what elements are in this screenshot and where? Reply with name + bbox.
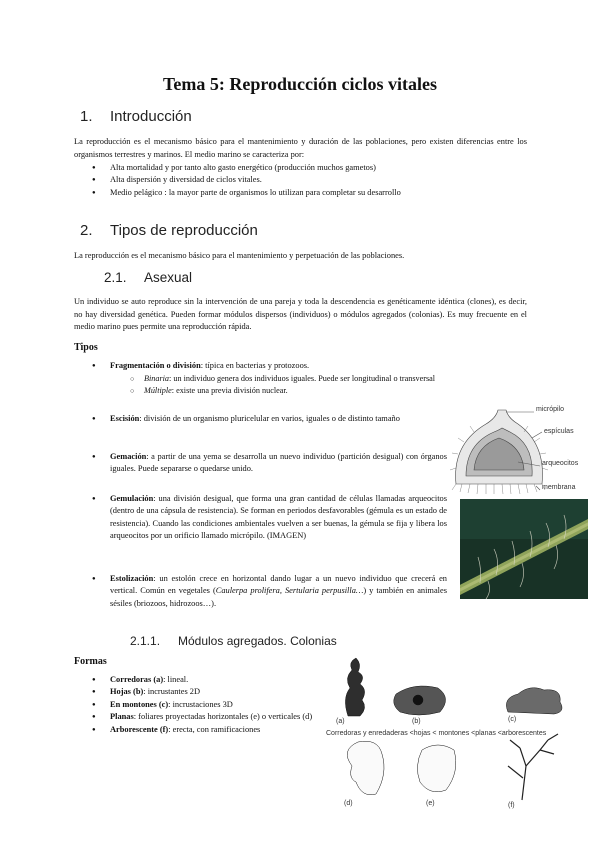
panel-label-c: (c) <box>508 716 517 723</box>
list-item-multiple: ○ Múltiple: existe una previa división nuclear. <box>128 385 528 397</box>
section-title: Tipos de reproducción <box>110 222 258 239</box>
tipos-list-escision <box>90 413 447 425</box>
stolon-image <box>460 499 588 599</box>
section-number: 2. <box>80 222 93 239</box>
page-title: Tema 5: Reproducción ciclos vitales <box>163 74 437 94</box>
gemmule-figure <box>448 404 579 496</box>
panel-label-e: (e) <box>426 800 435 807</box>
gemmule-diagram <box>448 404 579 496</box>
subsection-heading-modulos <box>130 634 337 648</box>
stolon-photo <box>460 499 588 599</box>
section-number: 2.1. <box>104 270 127 285</box>
list-item: ● Corredoras (a): lineal. <box>90 674 318 686</box>
label-espiculas: espículas <box>544 428 574 435</box>
gemulacion-item-list <box>90 493 447 543</box>
panel-label-a: (a) <box>336 718 345 725</box>
label-membrana: membrana <box>542 484 576 491</box>
section-heading-tipos <box>80 222 258 239</box>
estolizacion-item-list <box>90 573 447 610</box>
tipos-list <box>90 360 527 372</box>
panel-label-d: (d) <box>344 800 353 807</box>
section-heading-introduccion <box>80 108 192 125</box>
list-item-fragmentacion: ● Fragmentación o división: típica en bacterias y protozoos. <box>90 360 527 372</box>
section-title: Asexual <box>144 270 193 285</box>
panel-label-b: (b) <box>412 718 421 725</box>
tipos-paragraph: La reproducción es el mecanismo básico para el mantenimiento y perpetuación de las poblaciones. <box>74 251 405 260</box>
intro-paragraph: La reproducción es el mecanismo básico para el mantenimiento y duración de las poblaciones, pero existen diferencias entre los organismos terrestres y marinos. El medio marino se caracteriza por: <box>74 137 527 159</box>
list-item: ● Planas: foliares proyectadas horizontales (e) o verticales (d) <box>90 711 318 723</box>
list-item-estolizacion: ● Estolización: un estolón crece en horizontal dando lugar a un nuevo individuo que crecerá en vertical. Común en vegetales (Caulerpa prolifera, Sertularia perpusilla…) y también en animales sésiles (briozoos, hidrozoos…). <box>90 573 447 610</box>
colony-figure-caption: Corredoras y enredaderas <hojas < montones <planas <arborescentes <box>326 730 547 737</box>
label-arqueocitos: arqueocitos <box>542 460 579 467</box>
label-micropilo: micrópilo <box>536 406 565 413</box>
section-title: Introducción <box>110 108 192 125</box>
list-item: ● Alta mortalidad y por tanto alto gasto energético (producción muchos gametos) <box>90 162 527 174</box>
formas-label: Formas <box>74 656 107 667</box>
list-item: ● En montones (c): incrustaciones 3D <box>90 699 318 711</box>
formas-list <box>90 674 318 736</box>
gemacion-item-list <box>90 451 447 476</box>
list-item-binaria: ○ Binaria: un individuo genera dos individuos iguales. Puede ser longitudinal o transversal <box>128 373 528 385</box>
colony-forms-figure <box>322 654 592 816</box>
list-item: ● Hojas (b): incrustantes 2D <box>90 686 318 698</box>
section-number: 1. <box>80 108 93 125</box>
list-item: ● Alta dispersión y diversidad de ciclos vitales. <box>90 174 527 186</box>
intro-bullet-list <box>90 162 527 199</box>
tipos-label: Tipos <box>74 342 98 353</box>
fragmentacion-sublist <box>128 373 528 397</box>
list-item: ● Medio pelágico : la mayor parte de organismos lo utilizan para completar su desarrollo <box>90 187 527 199</box>
subsection-heading-asexual <box>104 270 192 285</box>
section-title: Módulos agregados. Colonias <box>178 634 337 648</box>
list-item: ● Arborescente (f): erecta, con ramificaciones <box>90 724 318 736</box>
section-number: 2.1.1. <box>130 634 161 648</box>
list-item-gemacion: ● Gemación: a partir de una yema se desarrolla un nuevo individuo (partición desigual) con órganos iguales. Puede separarse o quedarse unido. <box>90 451 447 476</box>
list-item-gemulacion: ● Gemulación: una división desigual, que forma una gran cantidad de células llamadas arqueocitos (dentro de una cápsula de resistencia). Se forman en periodos desfavorables (gémula es un estado de resistencia). Cuando las condiciones ambientales vuelven a ser buenas, la gémula se fija y libera los arqueocitos por un orificio llamado micrópilo. (IMAGEN) <box>90 493 447 543</box>
asexual-paragraph: Un individuo se auto reproduce sin la intervención de una pareja y toda la descendencia es genéticamente idéntica (clones), es decir, no hay diversidad genética. Pueden formar módulos dispersos (individuos) o módulos agregados (colonias). Es muy frecuente en el medio marino pues permite una reproducción rápida. <box>74 297 527 331</box>
panel-label-f: (f) <box>508 802 515 809</box>
list-item-escision: ● Escisión: división de un organismo pluricelular en varios, iguales o de distinto tamaño <box>90 413 447 425</box>
